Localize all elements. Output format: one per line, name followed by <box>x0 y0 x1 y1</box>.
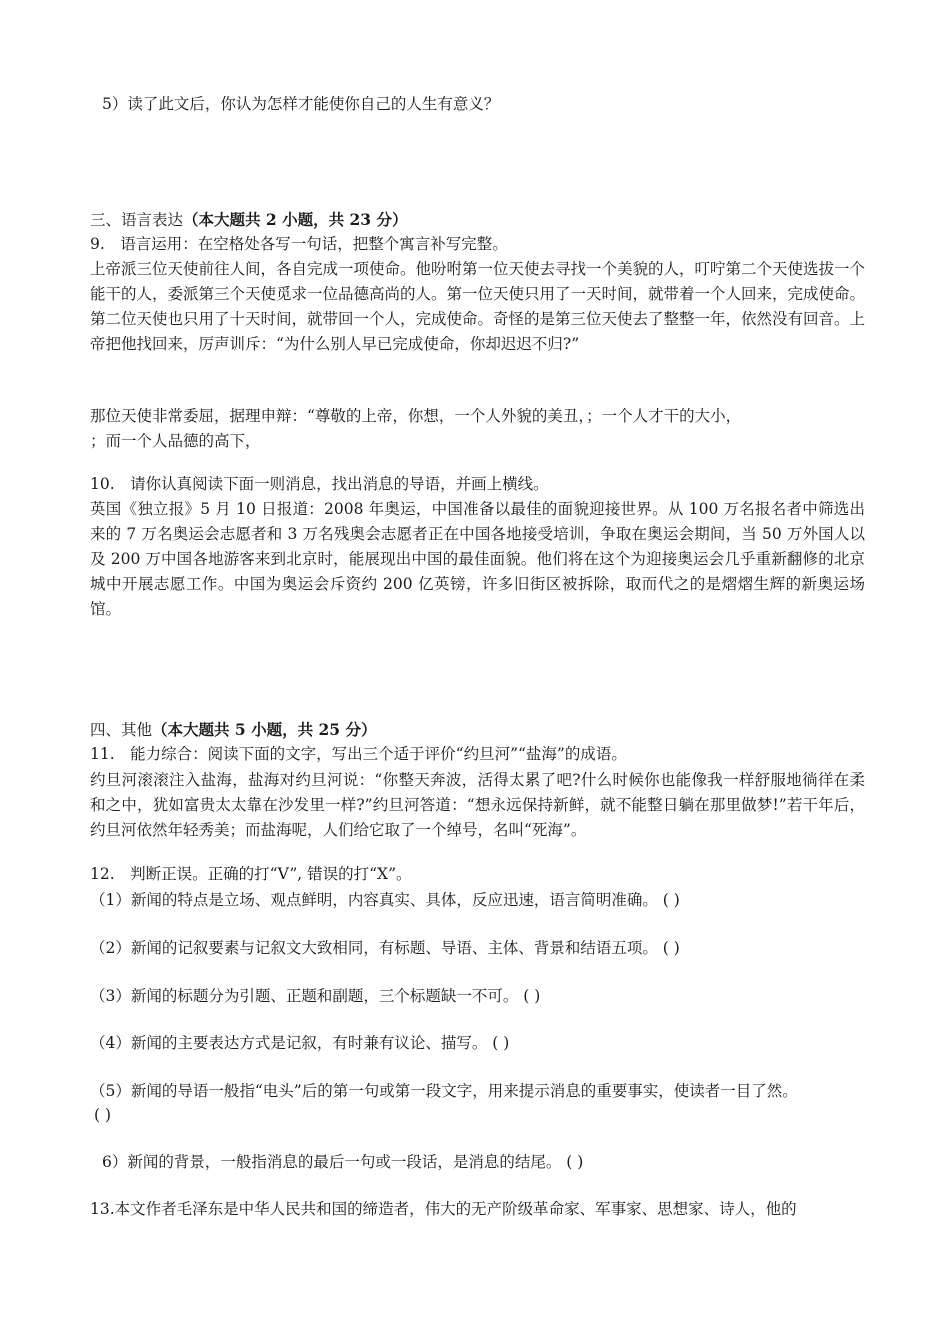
question-12-item: （2）新闻的记叙要素与记叙文大致相同，有标题、导语、主体、背景和结语五项。 ( ) <box>90 939 680 957</box>
section-3-meta: （本大题共 2 小题，共 23 分） <box>183 210 408 229</box>
section-4-heading <box>90 718 376 742</box>
question-9-answer-line-2: ；而一个人品德的高下， <box>90 432 261 450</box>
question-12-item: （1）新闻的特点是立场、观点鲜明，内容真实、具体，反应迅速，语言简明准确。 ( ) <box>90 891 680 909</box>
question-10-passage: 英国《独立报》5 月 10 日报道：2008 年奥运，中国准备以最佳的面貌迎接世界。从 100 万名报名者中筛选出来的 7 万名奥运会志愿者和 3 万名残奥会志愿者正在中国各地接受培训，争取在奥运会期间，当 50 万外国人以及 200 万中国各地游客来到北京时，能展现出中国的最佳面貌。他们将在这个为迎接奥运会几乎重新翻修的北京城中开展志愿工作。中国为奥运会斥资约 200 亿英镑，许多旧街区被拆除，取而代之的是熠熠生辉的新奥运场馆。 <box>90 500 865 618</box>
question-12-item: （4）新闻的主要表达方式是记叙，有时兼有议论、描写。 ( ) <box>90 1034 510 1052</box>
question-12-item-bracket: ( ) <box>94 1106 112 1124</box>
question-12-item: 6）新闻的背景，一般指消息的最后一句或一段话，是消息的结尾。 ( ) <box>102 1153 584 1171</box>
question-12-item: （3）新闻的标题分为引题、正题和副题，三个标题缺一不可。 ( ) <box>90 987 541 1005</box>
question-9-passage: 上帝派三位天使前往人间，各自完成一项使命。他吩咐第一位天使去寻找一个美貌的人，叮咛第二个天使选拔一个能干的人，委派第三个天使觅求一位品德高尚的人。第一位天使只用了一天时间，就带着一个人回来，完成使命。第二位天使也只用了十天时间，就带回一个人，完成使命。奇怪的是第三位天使去了整整一年，依然没有回音。上帝把他找回来，厉声训斥：“为什么别人早已完成使命，你却迟迟不归?” <box>90 260 866 353</box>
question-11-prompt: 11. 能力综合：阅读下面的文字，写出三个适于评价“约旦河”“盐海”的成语。 <box>90 745 627 763</box>
question-5-text: 5）读了此文后，你认为怎样才能使你自己的人生有意义？ <box>102 95 500 113</box>
question-10-prompt: 10. 请你认真阅读下面一则消息，找出消息的导语，并画上横线。 <box>90 475 549 493</box>
question-11-passage: 约旦河滚滚注入盐海，盐海对约旦河说：“你整天奔波，活得太累了吧?什么时候你也能像我一样舒服地徜徉在柔和之中，犹如富贵太太靠在沙发里一样?”约旦河答道：“想永远保持新鲜，就不能整日躺在那里做梦!”若干年后，约旦河依然年轻秀美；而盐海呢，人们给它取了一个绰号，名叫“死海”。 <box>90 771 865 839</box>
question-9-prompt: 9. 语言运用：在空格处各写一句话，把整个寓言补写完整。 <box>90 235 508 253</box>
section-4-name: 四、其他 <box>90 721 153 739</box>
section-3-heading <box>90 208 407 232</box>
question-13-text: 13.本文作者毛泽东是中华人民共和国的缔造者，伟大的无产阶级革命家、军事家、思想家、诗人，他的 <box>90 1200 797 1218</box>
question-9-answer-line-1: 那位天使非常委屈，据理申辩：“尊敬的上帝，你想，一个人外貌的美丑，；一个人才干的大小， <box>90 407 742 425</box>
section-3-name: 三、语言表达 <box>90 211 184 229</box>
question-12-prompt: 12. 判断正误。正确的打“V”, 错误的打“X”。 <box>90 865 412 883</box>
section-4-meta: （本大题共 5 小题，共 25 分） <box>152 720 377 739</box>
question-12-item: （5）新闻的导语一般指“电头”后的第一句或第一段文字，用来提示消息的重要事实，使读者一目了然。 <box>90 1082 798 1100</box>
